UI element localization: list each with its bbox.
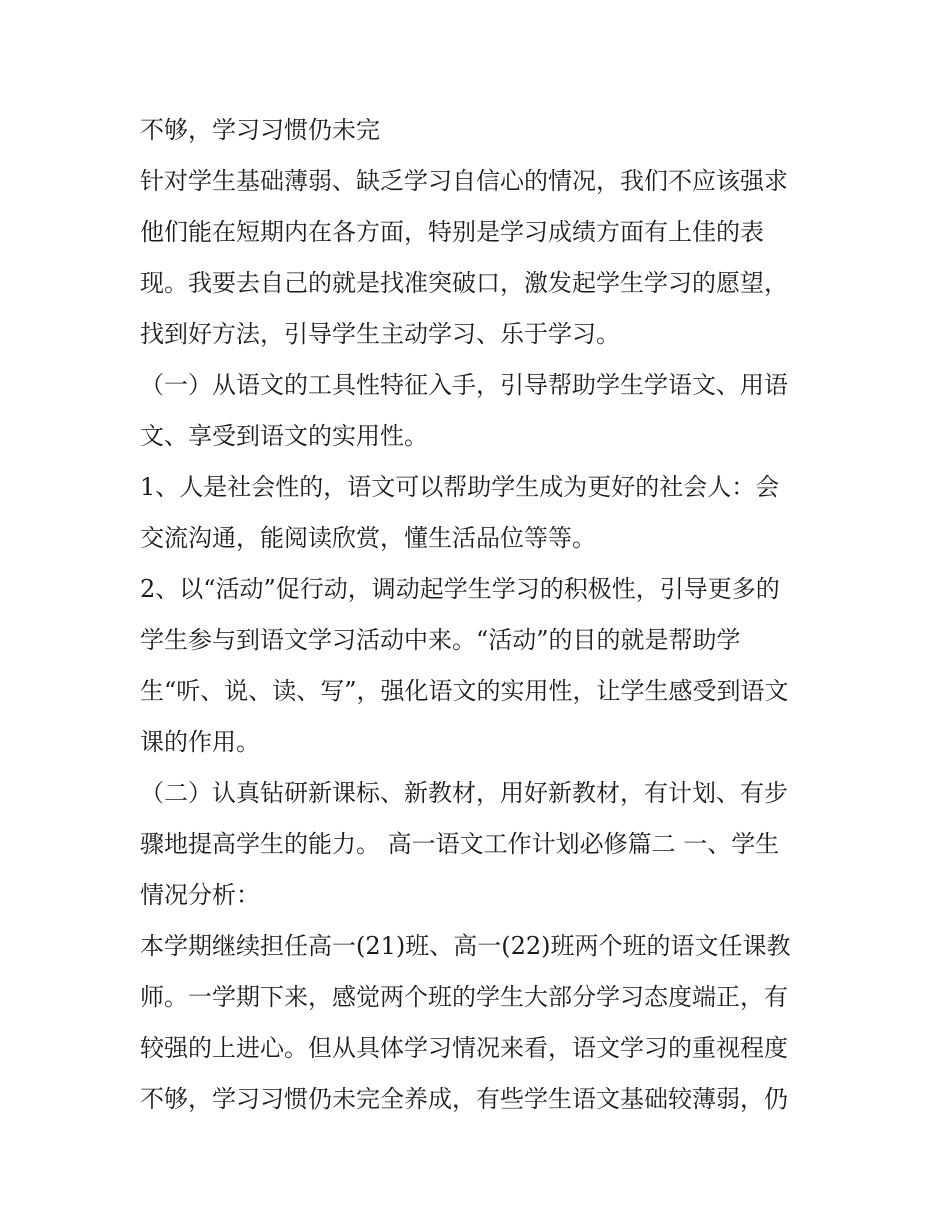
text-line: 骤地提高学生的能力。 高一语文工作计划必修篇二 一、学生 — [140, 830, 780, 858]
text-line: 生“听、说、读、写”，强化语文的实用性，让学生感受到语文 — [140, 677, 789, 705]
text-line: 针对学生基础薄弱、缺乏学习自信心的情况，我们不应该强求 — [140, 167, 788, 195]
text-line: 交流沟通，能阅读欣赏，懂生活品位等等。 — [140, 524, 596, 552]
text-line: 现。我要去自己的就是找准突破口，激发起学生学习的愿望， — [140, 269, 788, 297]
text-line: 2、以“活动”促行动，调动起学生学习的积极性，引导更多的 — [140, 575, 780, 603]
text-line: 1、人是社会性的，语文可以帮助学生成为更好的社会人：会 — [140, 473, 780, 501]
text-line: 本学期继续担任高一(21)班、高一(22)班两个班的语文任课教 — [140, 932, 791, 960]
text-line: 课的作用。 — [140, 728, 260, 756]
document-body — [140, 108, 820, 1128]
text-line: （二）认真钻研新课标、新教材，用好新教材，有计划、有步 — [140, 779, 788, 807]
text-line: 学生参与到语文学习活动中来。“活动”的目的就是帮助学 — [140, 626, 741, 654]
text-line: 文、享受到语文的实用性。 — [140, 422, 428, 450]
text-line: 找到好方法，引导学生主动学习、乐于学习。 — [140, 320, 620, 348]
text-line: 他们能在短期内在各方面，特别是学习成绩方面有上佳的表 — [140, 218, 764, 246]
text-line: 不够，学习习惯仍未完全养成，有些学生语文基础较薄弱，仍 — [140, 1085, 788, 1113]
text-line: 情况分析： — [140, 881, 260, 909]
text-line: 师。一学期下来，感觉两个班的学生大部分学习态度端正，有 — [140, 983, 788, 1011]
text-line: 较强的上进心。但从具体学习情况来看，语文学习的重视程度 — [140, 1034, 788, 1062]
text-line: （一）从语文的工具性特征入手，引导帮助学生学语文、用语 — [140, 371, 788, 399]
text-line: 不够，学习习惯仍未完 — [140, 116, 380, 144]
